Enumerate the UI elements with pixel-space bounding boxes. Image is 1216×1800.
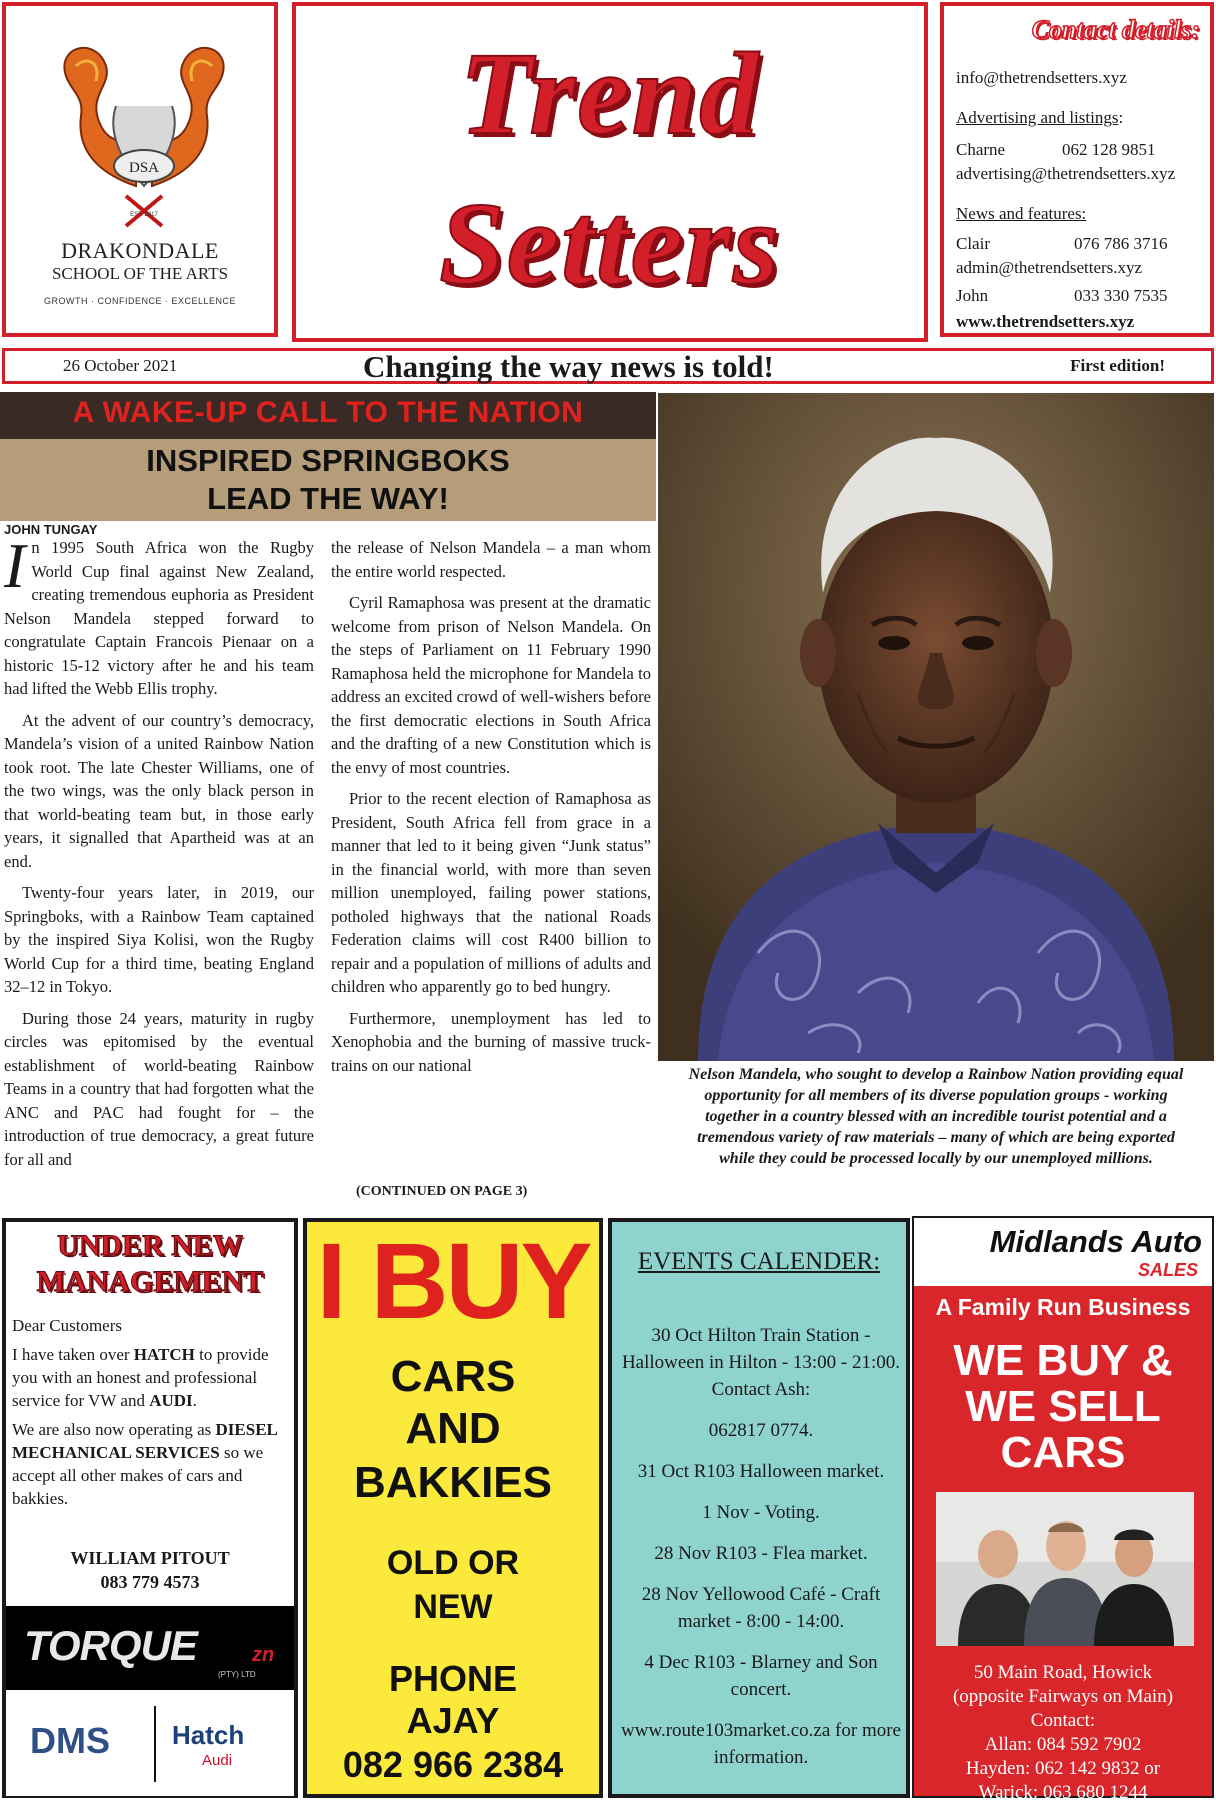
- torque-logo-text: TORQUE: [24, 1622, 197, 1669]
- event-item: 4 Dec R103 - Blarney and Son concert.: [644, 1652, 878, 1700]
- website-link[interactable]: www.thetrendsetters.xyz: [956, 312, 1135, 331]
- event-item: 30 Oct Hilton Train Station - Halloween in Hilton - 13:00 - 21:00. Contact Ash:: [621, 1325, 901, 1400]
- ibuy-line: NEW: [413, 1588, 493, 1626]
- article-paragraph-text: n 1995 South Africa won the Rugby World Cup final against New Zealand, creating tremendous euphoria as President Nelson Mandela stepped forward to congratulate Captain Francois Pienaar on a historic 15-12 victory after he and his team had lifted the Webb Ellis trophy.: [4, 538, 314, 698]
- issue-date: 26 October 2021: [63, 356, 178, 375]
- headline-kicker: A WAKE-UP CALL TO THE NATION: [72, 396, 584, 429]
- midlands-auto-advert: [912, 1216, 1214, 1798]
- midlands-big-line: CARS: [1000, 1428, 1126, 1477]
- hatch-title-line-2: MANAGEMENT: [36, 1265, 264, 1298]
- i-buy-cars-advert: [303, 1218, 603, 1798]
- midlands-contact: Warick: 063 680 1244: [978, 1782, 1148, 1800]
- partner-logos: [6, 1692, 294, 1796]
- portrait-image: [658, 393, 1214, 1061]
- owners-image: [936, 1492, 1194, 1646]
- drop-cap: I: [4, 530, 26, 601]
- news-name-2: John: [956, 286, 989, 305]
- event-item: 1 Nov - Voting.: [702, 1502, 820, 1523]
- ibuy-line: AJAY: [406, 1700, 500, 1741]
- headline-main-bar: [0, 439, 656, 521]
- midlands-big-line: WE BUY &: [953, 1336, 1173, 1385]
- hatch-logo: Hatch: [172, 1720, 245, 1750]
- hatch-ad-body: [12, 1314, 292, 1516]
- midlands-sales: SALES: [1137, 1260, 1198, 1280]
- school-subtitle: SCHOOL OF THE ARTS: [51, 264, 229, 283]
- school-logo-ad: [2, 2, 278, 337]
- midlands-contact: Allan: 084 592 7902: [984, 1734, 1142, 1755]
- headline-kicker-bar: [0, 392, 656, 439]
- article-column-1: [4, 530, 314, 1179]
- news-phone-2: 033 330 7535: [1074, 286, 1168, 305]
- torque-logo: [6, 1606, 294, 1690]
- news-email[interactable]: admin@thetrendsetters.xyz: [956, 258, 1143, 277]
- news-phone-1: 076 786 3716: [1074, 234, 1168, 253]
- ibuy-line: OLD OR: [386, 1544, 520, 1582]
- events-calendar: [608, 1218, 910, 1798]
- ibuy-line: CARS: [390, 1352, 516, 1401]
- news-contact-row-2: [956, 284, 1206, 308]
- news-heading: News and features:: [956, 204, 1087, 223]
- ibuy-title: I BUY: [316, 1220, 590, 1341]
- continued-note[interactable]: (CONTINUED ON PAGE 3): [356, 1184, 528, 1199]
- hatch-phone: 083 779 4573: [100, 1572, 200, 1592]
- school-motto: GROWTH · CONFIDENCE · EXCELLENCE: [43, 296, 236, 306]
- advertising-name: Charne: [956, 140, 1006, 159]
- midlands-big-line: WE SELL: [965, 1382, 1161, 1431]
- article-paragraph: At the advent of our country’s democracy, Mandela’s vision of a united Rainbow Nation took root. The late Chester Williams, one of the two wings, was the only black person in that world-beating team but, in those early years, it signalled that Apartheid was at an end.: [4, 710, 314, 871]
- news-contact-row-1: [956, 232, 1206, 256]
- article-paragraph: Twenty-four years later, in 2019, our Springboks, with a Rainbow Team captained by the inspired Siya Kolisi, won the Rugby World Cup for a third time, beating England 32–12 in Tokyo.: [4, 883, 314, 996]
- school-name: DRAKONDALE: [61, 238, 219, 263]
- ibuy-line: AND: [405, 1404, 501, 1453]
- hatch-p1-text: I have taken over: [12, 1345, 134, 1364]
- event-item: 28 Nov R103 - Flea market.: [654, 1543, 868, 1564]
- contact-title: Contact details:: [1031, 15, 1200, 44]
- logo-est: EST. 2017: [130, 212, 158, 218]
- audi-logo-text: Audi: [202, 1752, 233, 1769]
- advertising-phone: 062 128 9851: [1062, 140, 1156, 159]
- dms-logo: DMS: [30, 1720, 110, 1761]
- ibuy-line: PHONE: [388, 1658, 518, 1699]
- article-paragraph: Prior to the recent election of Ramaphosa as President, South Africa fell from grace in a manner that led to it being given “Junk status” in the financial world, with more than seven million unemployed, failing power stations, potholed highways that the national Roads Federation claims will cost R400 billion to repair and a population of millions of adults and children who apparently go to bed hungry.: [331, 789, 651, 996]
- edition-label: First edition!: [1070, 356, 1165, 375]
- midlands-family: A Family Run Business: [935, 1294, 1191, 1320]
- event-website[interactable]: www.route103market.co.za for more information.: [621, 1720, 901, 1768]
- event-item: 31 Oct R103 Halloween market.: [637, 1461, 885, 1482]
- advertising-email[interactable]: advertising@thetrendsetters.xyz: [956, 164, 1176, 183]
- hatch-advert: [2, 1218, 298, 1798]
- advertising-heading-text: Advertising and listings: [956, 108, 1119, 127]
- headline-line-2: LEAD THE WAY!: [207, 481, 449, 516]
- midlands-address: 50 Main Road, Howick: [973, 1662, 1153, 1683]
- torque-logo-suffix: zn: [252, 1644, 275, 1666]
- dragon-crest-icon: [46, 36, 242, 232]
- events-title: EVENTS CALENDER:: [637, 1248, 881, 1275]
- headline-line-1: INSPIRED SPRINGBOKS: [146, 443, 510, 478]
- hatch-p1-end: .: [192, 1391, 197, 1410]
- article-paragraph: Cyril Ramaphosa was present at the dramatic welcome from prison of Nelson Mandela. On the steps of Parliament on 11 February 1990 Ramaphosa held the microphone for Mandela to address an excited crowd of well-wishers before the first democratic elections in South Africa and the drafting of a new Constitution which is the envy of most countries.: [331, 593, 651, 777]
- midlands-contact: Hayden: 062 142 9832 or: [965, 1758, 1161, 1779]
- article-paragraph: During those 24 years, maturity in rugby circles was epitomised by the eventual establishment of world-beating Rainbow Teams in a country that had forgotten what the ANC and PAC had fought for – the introduction of true democracy, a great future for all and: [4, 1008, 314, 1169]
- torque-logo-pty: (PTY) LTD: [218, 1670, 256, 1679]
- article-paragraph: [4, 530, 314, 701]
- article-column-2: [331, 536, 651, 1085]
- hatch-diesel-services: DIESEL MECHANICAL SERVICES: [12, 1420, 277, 1462]
- contact-email[interactable]: info@thetrendsetters.xyz: [956, 68, 1127, 87]
- masthead-word-setters: Setters: [439, 178, 781, 309]
- hatch-ad-title: [6, 1228, 294, 1300]
- date-bar: [2, 348, 1214, 384]
- hatch-paragraph-2: [12, 1418, 292, 1510]
- hatch-greeting: Dear Customers: [12, 1316, 123, 1335]
- midlands-name: Midlands Auto: [989, 1224, 1202, 1259]
- news-name-1: Clair: [956, 234, 990, 253]
- logo-divider: [154, 1706, 156, 1782]
- contact-details: [940, 2, 1214, 337]
- hatch-title-line-1: UNDER NEW: [57, 1229, 243, 1262]
- ibuy-phone: 082 966 2384: [342, 1744, 564, 1785]
- midlands-contact-label: Contact:: [1030, 1710, 1096, 1731]
- logo-initials: DSA: [128, 160, 160, 176]
- events-list: [620, 1322, 902, 1785]
- article-paragraph: the release of Nelson Mandela – a man whom the entire world respected.: [331, 538, 651, 581]
- advertising-contact-row: [956, 138, 1206, 162]
- ibuy-line: BAKKIES: [353, 1458, 553, 1507]
- owners-photo: [936, 1492, 1194, 1646]
- hatch-signer: WILLIAM PITOUT: [70, 1548, 230, 1568]
- hatch-brand: HATCH: [133, 1345, 195, 1364]
- midlands-address-note: (opposite Fairways on Main): [952, 1686, 1174, 1707]
- hatch-audi-brand: AUDI: [149, 1391, 193, 1410]
- hatch-p2-end: so we accept all other makes of cars and bakkies.: [12, 1443, 264, 1508]
- advertising-heading: Advertising and listings:: [956, 108, 1124, 127]
- midlands-header: [914, 1218, 1212, 1286]
- event-item: 28 Nov Yellowood Café - Craft market - 8:00 - 14:00.: [641, 1584, 881, 1632]
- photo-caption: Nelson Mandela, who sought to develop a Rainbow Nation providing equal opportunity for all members of its diverse population groups - working together in a country blessed with an incredible tourist potential and a tremendous variety of raw materials – many of which are being exported while they could be processed locally by our unemployed millions.: [688, 1066, 1184, 1167]
- hatch-paragraph-1: [12, 1343, 292, 1412]
- article-paragraph: Furthermore, unemployment has led to Xenophobia and the burning of massive truck-trains on our national: [331, 1008, 651, 1075]
- masthead: [292, 2, 928, 342]
- tagline: Changing the way news is told!: [363, 349, 774, 384]
- hatch-p2-text: We are also now operating as: [12, 1420, 216, 1439]
- hatch-p1-mid: to provide you with an honest and professional service for VW and: [12, 1345, 269, 1410]
- masthead-word-trend: Trend: [459, 28, 761, 159]
- event-item: 062817 0774.: [708, 1420, 814, 1441]
- mandela-portrait: [658, 393, 1214, 1061]
- byline: JOHN TUNGAY: [4, 522, 98, 537]
